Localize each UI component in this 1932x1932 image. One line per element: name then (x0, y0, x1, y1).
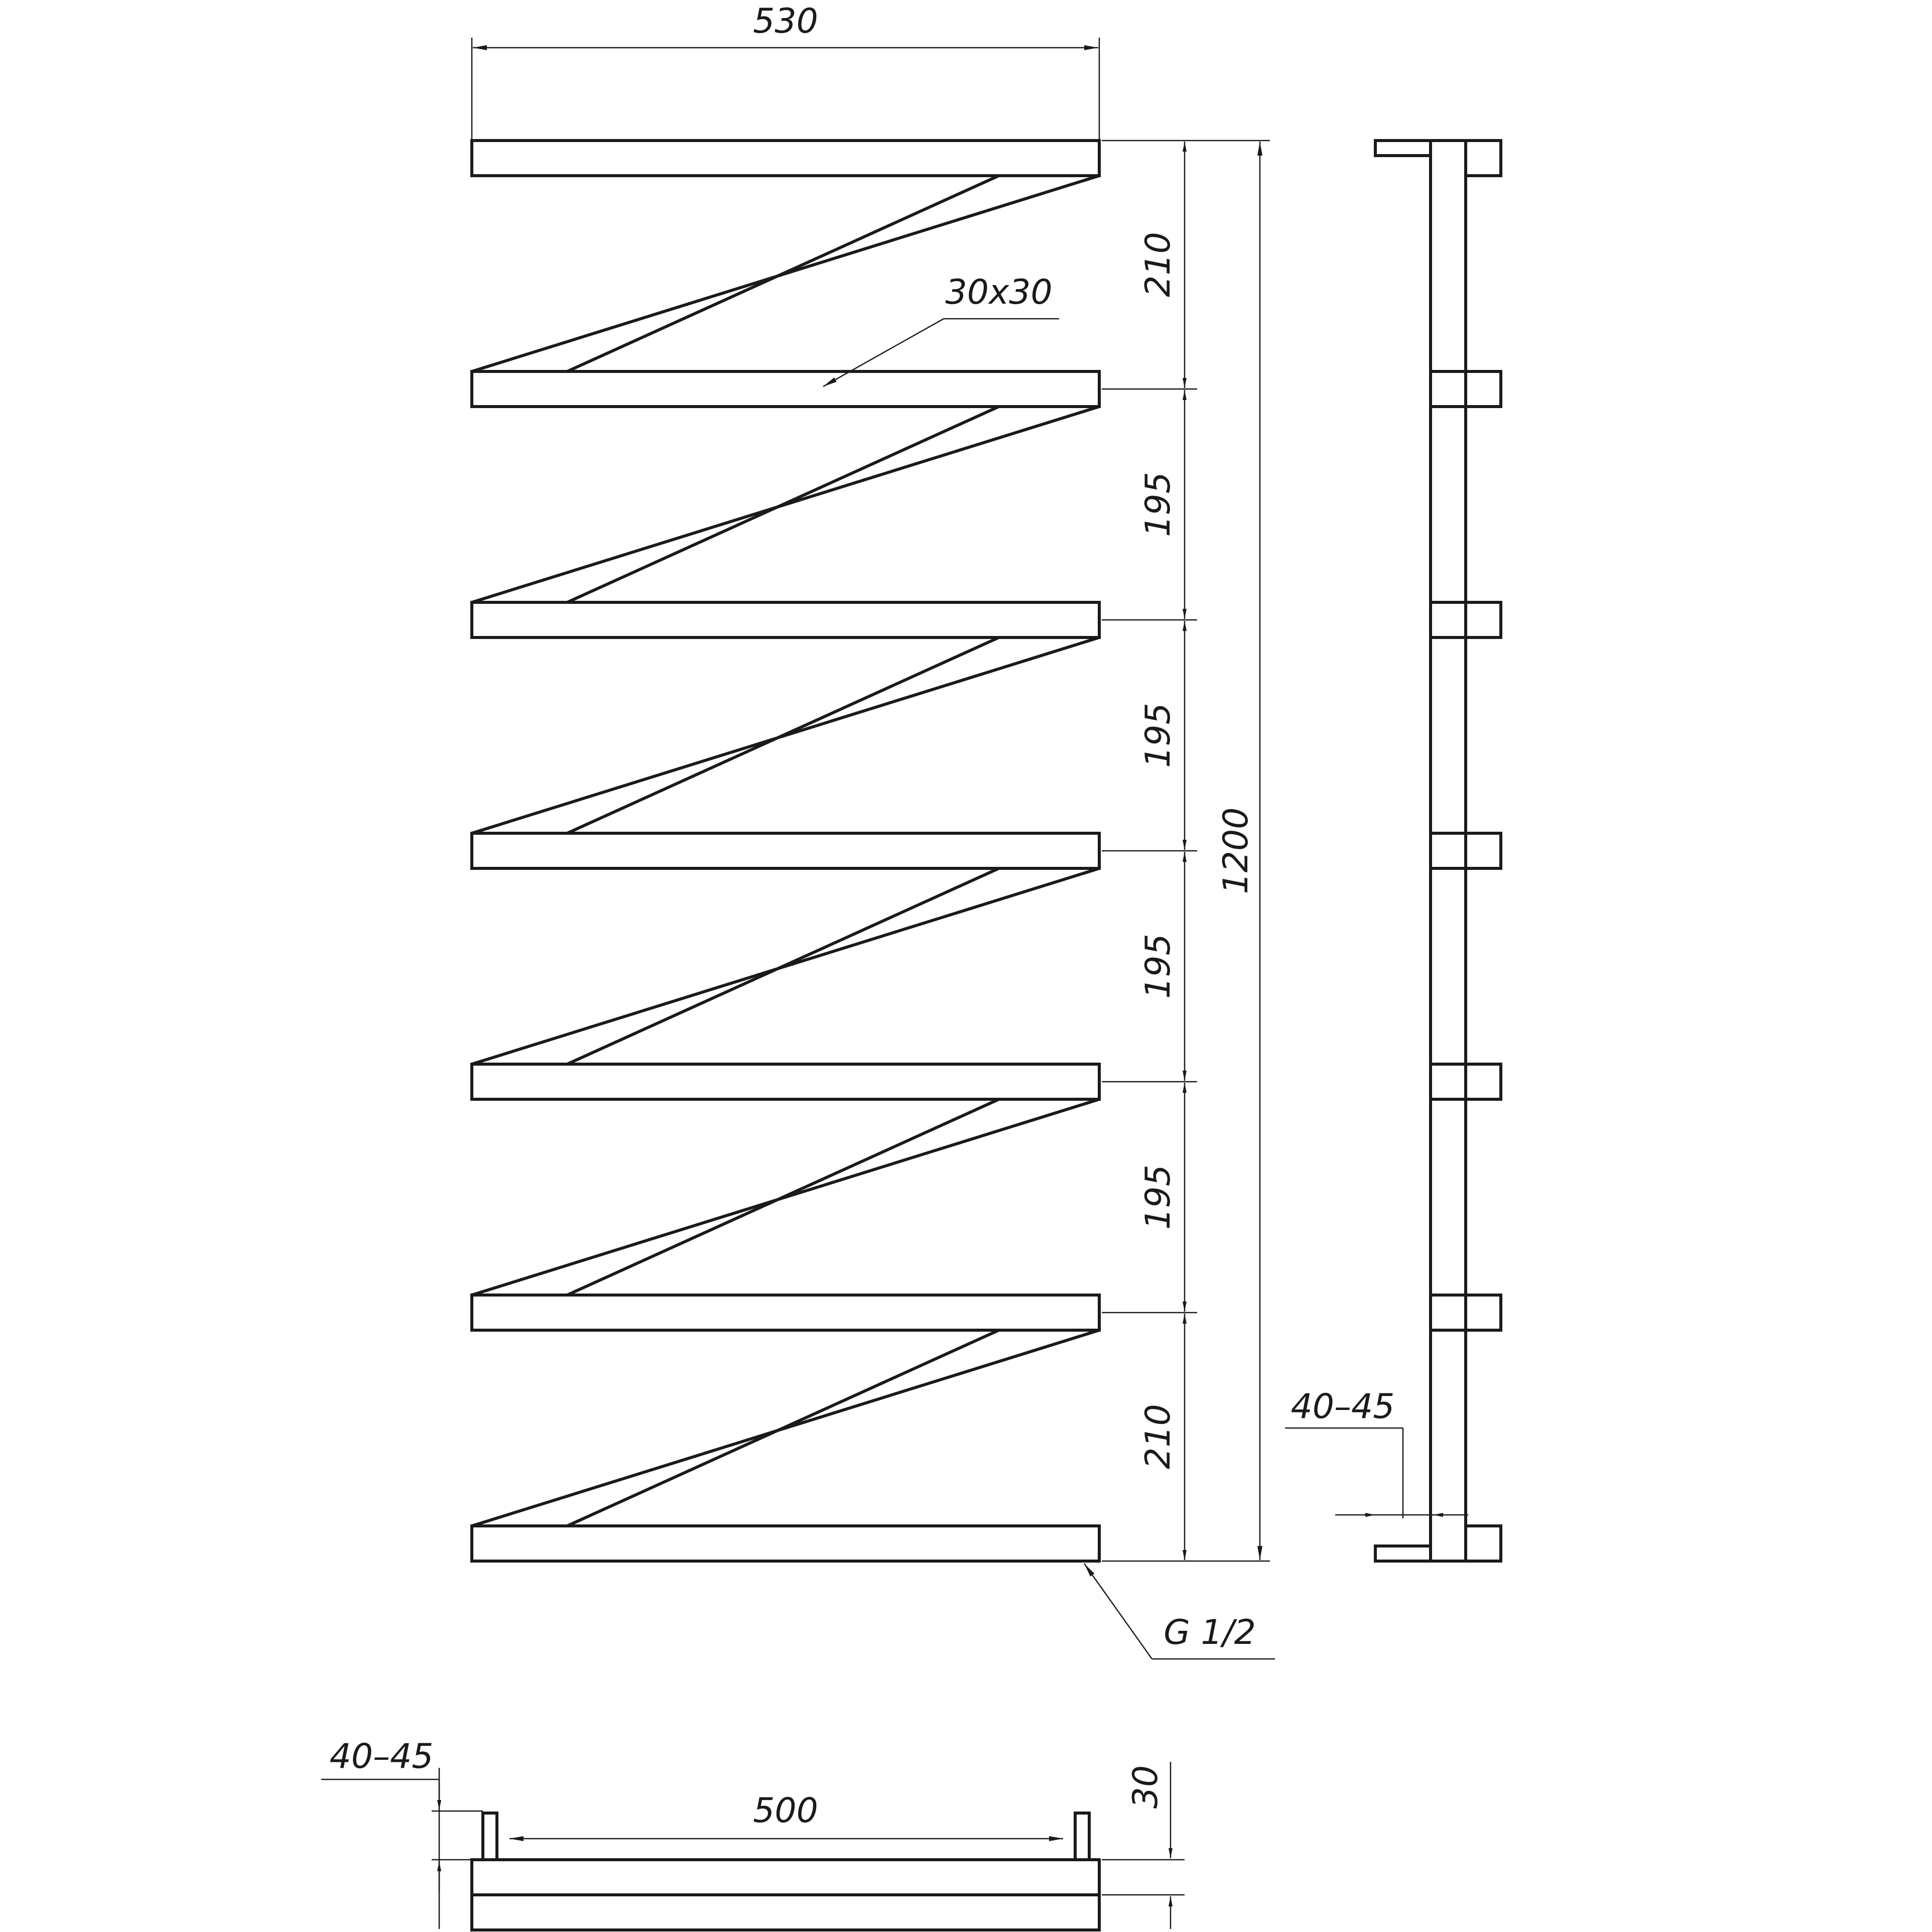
spacing-label-top: 210 (1138, 232, 1178, 297)
spacing-label-1: 195 (1138, 472, 1178, 537)
pipe-connection-right (1075, 1813, 1089, 1860)
height-dimension (1216, 142, 1260, 1560)
horizontal-bar (472, 602, 1099, 637)
tube-depth-label: 30 (1126, 1765, 1166, 1809)
wall-offset-side-label: 40–45 (1291, 1387, 1395, 1427)
wall-offset-side-dimension (1285, 1387, 1468, 1518)
tube-section-label: 30x30 (945, 273, 1053, 312)
thread-callout (1084, 1564, 1275, 1659)
horizontal-bar (472, 371, 1099, 407)
wall-offset-bottom-label: 40–45 (329, 1737, 434, 1776)
horizontal-bar (472, 141, 1099, 176)
pipe-connection-left (483, 1813, 497, 1860)
wall-bracket-bottom (1375, 1546, 1431, 1561)
horizontal-bar (472, 1064, 1099, 1099)
wall-bracket-top (1375, 141, 1431, 156)
bar-end-profile (1466, 1526, 1501, 1561)
horizontal-bar (472, 1295, 1099, 1330)
spacing-label-4: 195 (1138, 1165, 1178, 1230)
front-view (472, 141, 1099, 1561)
diagonal-tube (472, 637, 1099, 833)
diagonal-tube (472, 407, 1099, 602)
tube-section-callout (823, 273, 1059, 387)
bar-end-profile (1466, 141, 1501, 176)
side-view (1285, 141, 1501, 1561)
horizontal-bar (472, 833, 1099, 868)
width-dimension-label: 530 (753, 2, 818, 41)
diagonal-tube (472, 1330, 1099, 1526)
vertical-collector (1431, 141, 1466, 1561)
connection-centres-label: 500 (753, 1791, 818, 1831)
spacing-label-3: 195 (1138, 934, 1178, 999)
height-dimension-label: 1200 (1216, 807, 1256, 894)
horizontal-bar (472, 1526, 1099, 1561)
diagonal-tube (472, 1099, 1099, 1295)
diagonal-tube (472, 868, 1099, 1064)
thread-label: G 1/2 (1164, 1613, 1256, 1652)
spacing-label-2: 195 (1138, 703, 1178, 768)
width-dimension (472, 2, 1099, 140)
spacing-label-bottom: 210 (1138, 1404, 1178, 1469)
bottom-view (321, 1737, 1185, 1930)
